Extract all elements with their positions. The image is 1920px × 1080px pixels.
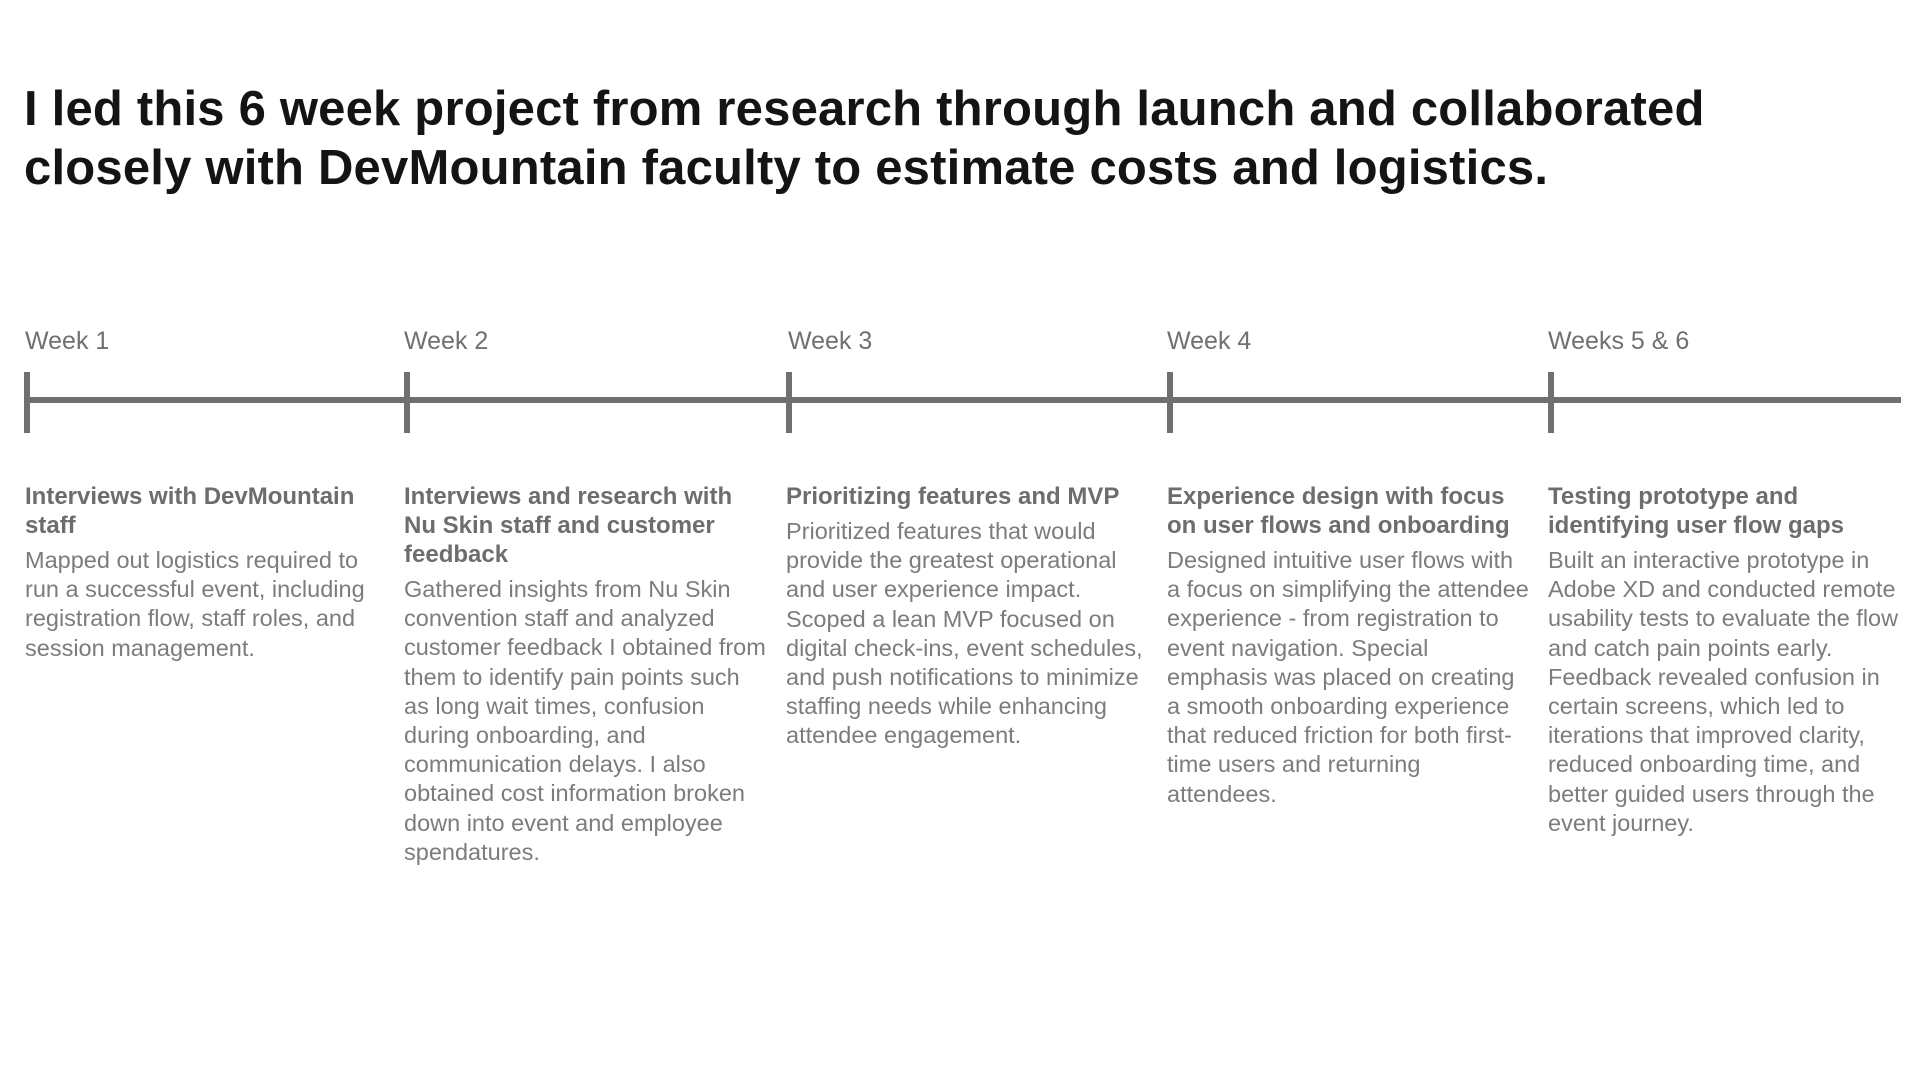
phase-description: Designed intuitive user flows with a focus on simplifying the attendee experience - from registration to event navigation. Special emphasis was placed on creating a smooth onboarding experience that reduced friction for both first-time users and returning attendees. [1167, 547, 1529, 807]
phase-description: Built an interactive prototype in Adobe XD and conducted remote usability tests to evaluate the flow and catch pain points early. Feedback revealed confusion in certain screens, which led to iterations that improved clarity, reduced onboarding time, and better guided users through the event journey. [1548, 547, 1899, 836]
phase-week-3 [786, 482, 1148, 751]
timeline-axis [24, 397, 1901, 403]
headline: I led this 6 week project from research through launch and collaborated closely with DevMountain faculty to estimate costs and logistics. [24, 82, 1705, 195]
timeline-tick-week-3 [786, 372, 792, 433]
phase-weeks-5-6 [1548, 482, 1910, 838]
week-label-4: Week 4 [1167, 327, 1252, 355]
week-label-2: Week 2 [404, 327, 489, 355]
week-label-1: Week 1 [25, 327, 110, 355]
phase-description: Prioritized features that would provide the greatest operational and user experience impact. Scoped a lean MVP focused on digital check-ins, event schedules, and push notifications to minimize staffing needs while enhancing attendee engagement. [786, 518, 1143, 749]
week-label-3: Week 3 [788, 327, 873, 355]
phase-description: Gathered insights from Nu Skin convention staff and analyzed customer feedback I obtained from them to identify pain points such as long wait times, confusion during onboarding, and communication delays. I also obtained cost information broken down into event and employee spendatures. [404, 576, 766, 865]
phase-title: Prioritizing features and MVP [786, 483, 1120, 510]
week-label-5-6: Weeks 5 & 6 [1548, 327, 1690, 355]
phase-title: Interviews with DevMountain staff [25, 483, 355, 539]
phase-description: Mapped out logistics required to run a successful event, including registration flow, staff roles, and session management. [25, 547, 365, 661]
timeline-tick-week-2 [404, 372, 410, 433]
phase-title: Interviews and research with Nu Skin staff and customer feedback [404, 483, 733, 568]
phase-week-2 [404, 482, 766, 867]
phase-title: Experience design with focus on user flows and onboarding [1167, 483, 1510, 539]
phase-title: Testing prototype and identifying user flow gaps [1548, 483, 1845, 539]
timeline-tick-week-1 [24, 372, 30, 433]
phase-week-1 [25, 482, 375, 663]
timeline-tick-weeks-5-6 [1548, 372, 1554, 433]
phase-week-4 [1167, 482, 1529, 809]
timeline-tick-week-4 [1167, 372, 1173, 433]
